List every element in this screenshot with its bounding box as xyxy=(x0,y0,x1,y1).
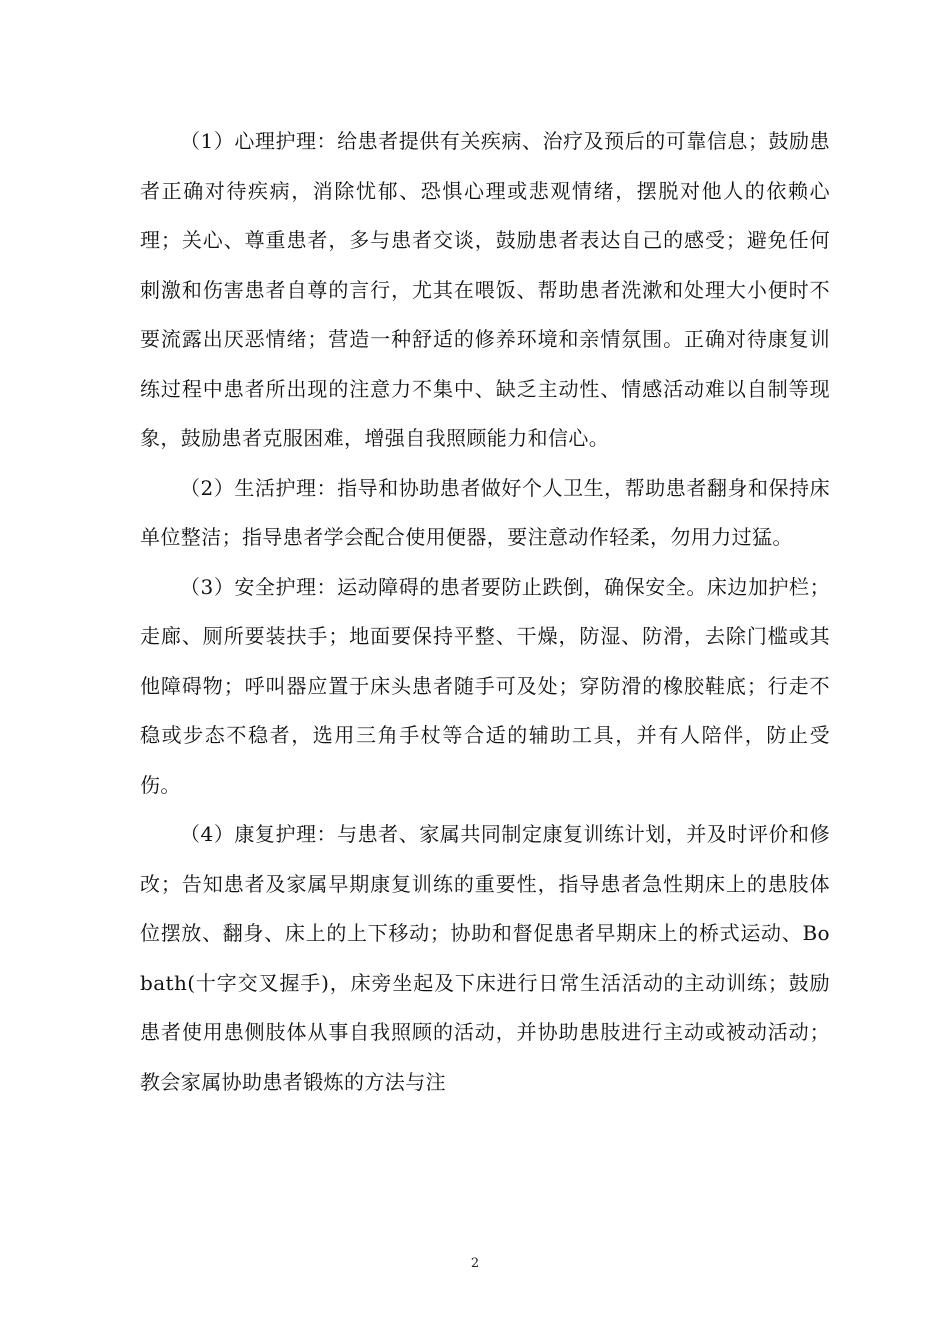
paragraph-psychological-care: （1）心理护理：给患者提供有关疾病、治疗及预后的可靠信息；鼓励患者正确对待疾病，消除忧郁、恐惧心理或悲观情绪，摆脱对他人的依赖心理；关心、尊重患者，多与患者交谈，鼓励患者表达自己的感受；避免任何刺激和伤害患者自尊的言行，尤其在喂饭、帮助患者洗漱和处理大小便时不要流露出厌恶情绪；营造一种舒适的修养环境和亲情氛围。正确对待康复训练过程中患者所出现的注意力不集中、缺乏主动性、情感活动难以自制等现象，鼓励患者克服困难，增强自我照顾能力和信心。 xyxy=(140,129,830,450)
paragraph-rehabilitation-care: （4）康复护理：与患者、家属共同制定康复训练计划，并及时评价和修改；告知患者及家属早期康复训练的重要性，指导患者急性期床上的患肢体位摆放、翻身、床上的上下移动；协助和督促患者早期床上的桥式运动、Bobath(十字交叉握手)，床旁坐起及下床进行日常生活活动的主动训练；鼓励患者使用患侧肢体从事自我照顾的活动，并协助患肢进行主动或被动活动；教会家属协助患者锻炼的方法与注 xyxy=(140,822,830,1094)
paragraph-daily-life-care: （2）生活护理：指导和协助患者做好个人卫生，帮助患者翻身和保持床单位整洁；指导患者学会配合使用便器，要注意动作轻柔，勿用力过猛。 xyxy=(140,475,830,549)
document-body xyxy=(140,117,830,1107)
paragraph-safety-care: （3）安全护理：运动障碍的患者要防止跌倒，确保安全。床边加护栏；走廊、厕所要装扶手；地面要保持平整、干燥，防湿、防滑，去除门槛或其他障碍物；呼叫器应置于床头患者随手可及处；穿防滑的橡胶鞋底；行走不稳或步态不稳者，选用三角手杖等合适的辅助工具，并有人陪伴，防止受伤。 xyxy=(140,574,830,797)
page-number: 2 xyxy=(470,1256,480,1271)
